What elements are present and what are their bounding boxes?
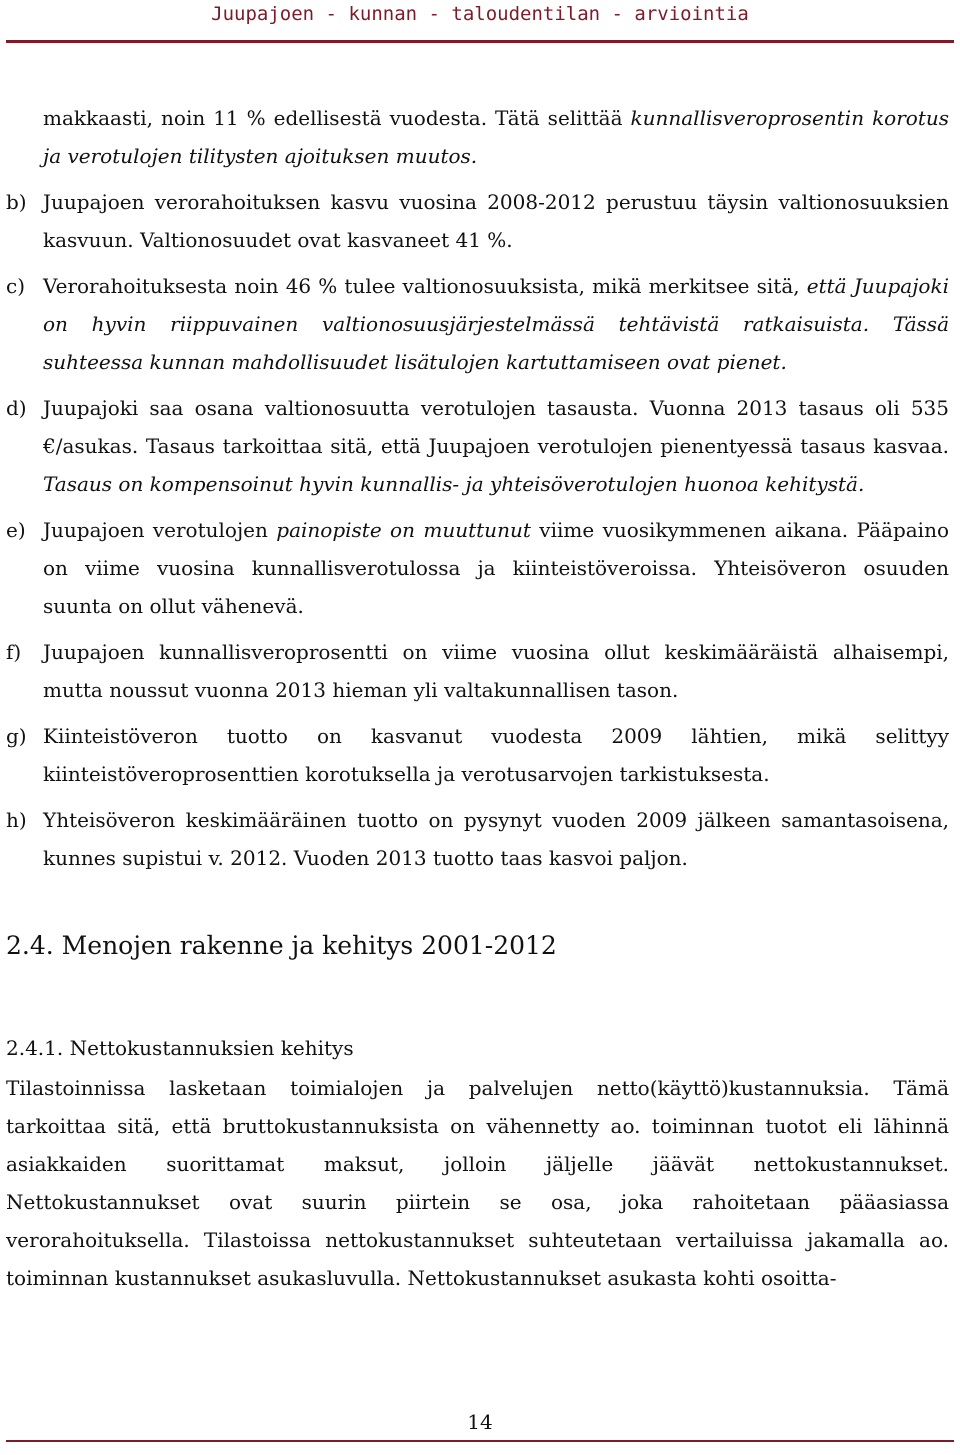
list-item <box>6 717 949 793</box>
subsection-heading <box>6 1033 949 1063</box>
list-item <box>6 389 949 503</box>
list-item <box>6 511 949 625</box>
list-marker: d) <box>6 396 27 420</box>
list-item <box>6 801 949 877</box>
header-title: Juupajoen - kunnan - taloudentilan - arviointia <box>211 3 749 25</box>
italic-text: kunnallisveroprosentin korotus ja verotulojen tilitysten ajoituksen muutos. <box>43 106 950 168</box>
text-run: Juupajoen verotulojen <box>43 518 277 542</box>
list-item-text <box>43 183 949 259</box>
section-title: Menojen rakenne ja kehitys 2001-2012 <box>61 931 557 960</box>
list-item-text <box>43 633 949 709</box>
text-run: viime vuosikymmenen aikana. Pääpaino on viime vuosina kunnallisverotulossa ja kiinteistöveroissa. Yhteisöveron osuuden suunta on ollut vähenevä. <box>43 518 949 618</box>
body-paragraph: Tilastoinnissa lasketaan toimialojen ja palvelujen netto(käyttö)kustannuksia. Tämä tarkoittaa sitä, että bruttokustannuksista on vähennetty ao. toiminnan tuotot eli lähinnä asiakkaiden suorittamat maksut, jolloin jäljelle jäävät nettokustannukset. Nettokustannukset ovat suurin piirtein se osa, joka rahoitetaan pääasiassa verorahoituksella. Tilastoissa nettokustannukset suhteutetaan vertailuissa jakamalla ao. toiminnan kustannukset asukasluvulla. Nettokustannukset asukasta kohti osoitta- <box>6 1076 949 1290</box>
list <box>6 99 949 877</box>
subsection-title: Nettokustannuksien kehitys <box>69 1036 354 1060</box>
text-run: Kiinteistöveron tuotto on kasvanut vuodesta 2009 lähtien, mikä selittyy kiinteistöveroprosenttien korotuksella ja verotusarvojen tarkistuksesta. <box>43 724 949 786</box>
italic-text: painopiste on muuttunut <box>276 518 531 542</box>
section-heading <box>6 929 949 963</box>
text-run: Verorahoituksesta noin 46 % tulee valtionosuuksista, mikä merkitsee sitä, <box>43 274 807 298</box>
footer-rule <box>6 1440 954 1442</box>
list-item-text <box>43 801 949 877</box>
list-item <box>6 183 949 259</box>
text-run: Juupajoki saa osana valtionosuutta verotulojen tasausta. Vuonna 2013 tasaus oli 535 €/asukas. Tasaus tarkoittaa sitä, että Juupajoen verotulojen pienentyessä tasaus kasvaa. <box>43 396 949 458</box>
italic-text: Tasaus on kompensoinut hyvin kunnallis- ja yhteisöverotulojen huonoa kehitystä. <box>43 472 865 496</box>
list-item-text <box>43 717 949 793</box>
text-run: Juupajoen verorahoituksen kasvu vuosina 2008-2012 perustuu täysin valtionosuuksien kasvuun. Valtionosuudet ovat kasvaneet 41 %. <box>43 190 949 252</box>
list-marker: c) <box>6 274 26 298</box>
document-body <box>6 99 949 1297</box>
page-number: 14 <box>467 1410 493 1434</box>
subsection-number: 2.4.1. <box>6 1036 64 1060</box>
text-run: Juupajoen kunnallisveroprosentti on viime vuosina ollut keskimääräistä alhaisempi, mutta noussut vuonna 2013 hieman yli valtakunnallisen tason. <box>43 640 949 702</box>
list-marker: f) <box>6 640 22 664</box>
page-footer <box>0 1410 960 1434</box>
text-run: makkaasti, noin 11 % edellisestä vuodesta. Tätä selittää <box>43 106 631 130</box>
list-item-text <box>43 267 949 381</box>
text-run: Yhteisöveron keskimääräinen tuotto on pysynyt vuoden 2009 jälkeen samantasoisena, kunnes supistui v. 2012. Vuoden 2013 tuotto taas kasvoi paljon. <box>43 808 949 870</box>
header-rule <box>6 40 954 43</box>
list-item <box>6 267 949 381</box>
list-item <box>6 633 949 709</box>
section-number: 2.4. <box>6 931 54 960</box>
page-header <box>0 0 960 40</box>
list-marker: h) <box>6 808 27 832</box>
list-marker: g) <box>6 724 27 748</box>
list-item-text <box>43 389 949 503</box>
italic-text: että Juupajoki on hyvin riippuvainen valtionosuusjärjestelmässä tehtävistä ratkaisuista. Tässä suhteessa kunnan mahdollisuudet lisätulojen kartuttamiseen ovat pienet. <box>43 274 949 374</box>
list-item-text <box>43 99 949 175</box>
list-marker: e) <box>6 518 26 542</box>
list-marker: b) <box>6 190 27 214</box>
list-item-text <box>43 511 949 625</box>
list-item <box>43 99 949 175</box>
